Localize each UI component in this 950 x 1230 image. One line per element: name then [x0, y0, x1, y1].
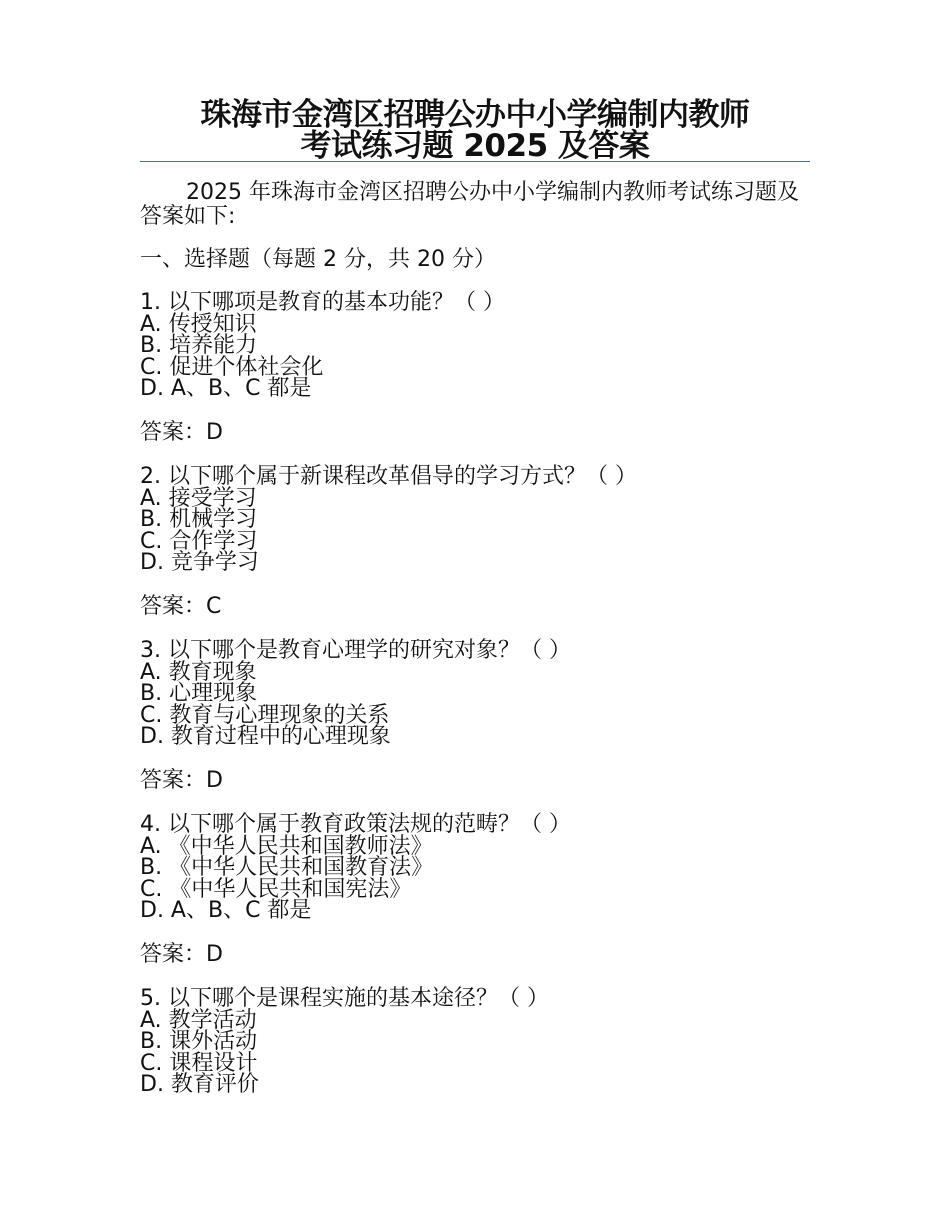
intro-text: 2025 年珠海市金湾区招聘公办中小学编制内教师考试练习题及答案如下: [140, 180, 799, 229]
question-4 [140, 814, 820, 922]
question-3 [140, 640, 820, 748]
question-stem: 3. 以下哪个是教育心理学的研究对象？（ ） [140, 638, 571, 663]
option-d: D. 竞争学习 [140, 550, 259, 575]
option-c: C. 《中华人民共和国宪法》 [140, 876, 412, 902]
option-d: D. 教育过程中的心理现象 [140, 724, 391, 749]
question-stem: 2. 以下哪个属于新课程改革倡导的学习方式？（ ） [140, 464, 637, 489]
document-title [140, 97, 810, 164]
title-line-1: 珠海市金湾区招聘公办中小学编制内教师 [200, 97, 750, 133]
option-c: C. 合作学习 [140, 528, 258, 554]
question-1 [140, 292, 820, 400]
option-c: C. 课程设计 [140, 1050, 258, 1076]
answer-1: 答案：D [140, 420, 223, 445]
answer-2: 答案：C [140, 594, 222, 619]
section-heading: 一、选择题（每题 2 分，共 20 分） [140, 247, 496, 272]
option-b: B. 机械学习 [140, 507, 258, 532]
question-5 [140, 988, 820, 1096]
intro-paragraph [140, 181, 810, 229]
option-a: A. 教育现象 [140, 659, 257, 685]
question-stem: 4. 以下哪个属于教育政策法规的范畴？（ ） [140, 812, 571, 837]
option-b: B. 《中华人民共和国教育法》 [140, 855, 434, 880]
option-b: B. 心理现象 [140, 681, 258, 706]
option-b: B. 培养能力 [140, 333, 258, 358]
title-line-2: 考试练习题 2025 及答案 [300, 128, 650, 164]
option-a: A. 《中华人民共和国教师法》 [140, 833, 433, 859]
question-stem: 1. 以下哪项是教育的基本功能？（ ） [140, 290, 505, 315]
answer-4: 答案：D [140, 942, 223, 967]
title-underline [140, 161, 810, 162]
option-a: A. 传授知识 [140, 311, 257, 337]
option-d: D. A、B、C 都是 [140, 376, 312, 401]
question-stem: 5. 以下哪个是课程实施的基本途径？（ ） [140, 986, 549, 1011]
option-b: B. 课外活动 [140, 1029, 258, 1054]
option-c: C. 促进个体社会化 [140, 354, 324, 380]
option-a: A. 教学活动 [140, 1007, 257, 1033]
question-2 [140, 466, 820, 574]
option-d: D. A、B、C 都是 [140, 898, 312, 923]
option-a: A. 接受学习 [140, 485, 257, 511]
option-c: C. 教育与心理现象的关系 [140, 702, 390, 728]
answer-3: 答案：D [140, 768, 223, 793]
option-d: D. 教育评价 [140, 1072, 259, 1097]
